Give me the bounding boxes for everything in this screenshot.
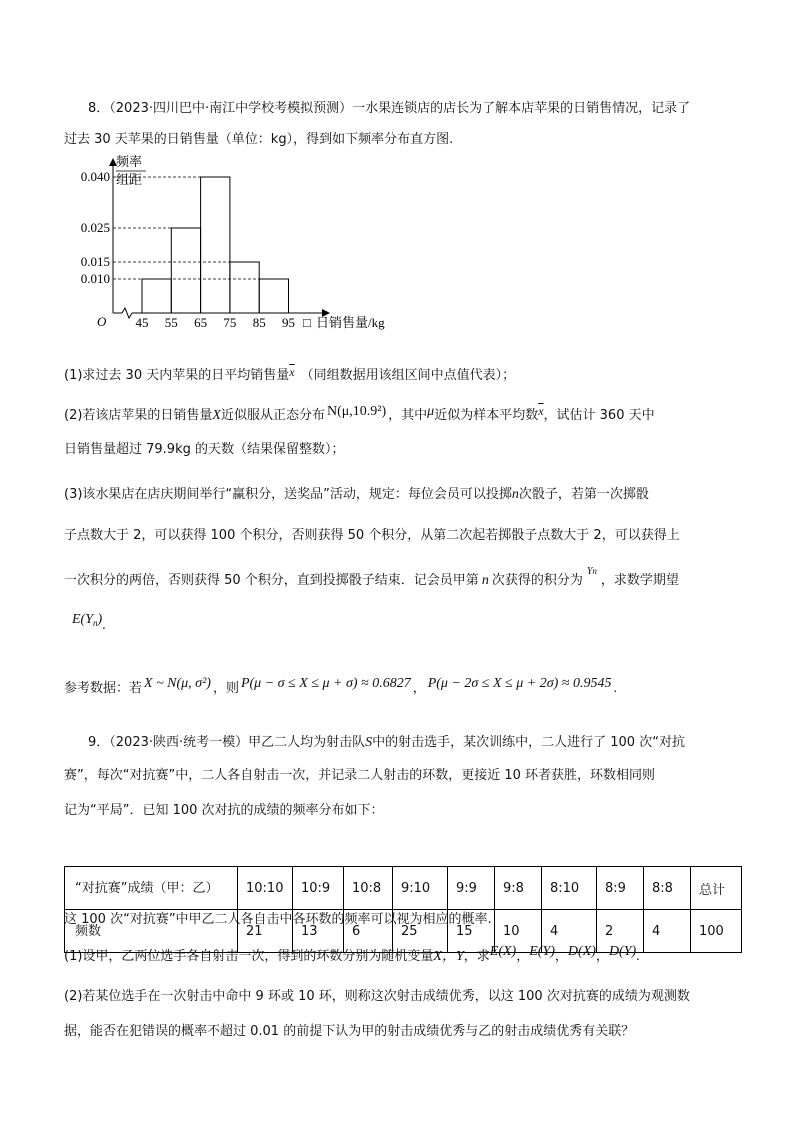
- q8-part1-text: (1)求过去 30 天内苹果的日平均销售量: [64, 368, 290, 383]
- table-cell: 2: [597, 910, 644, 953]
- q8-part3-line2: 子点数大于 2，可以获得 100 个积分，否则获得 50 个积分，从第二次起若掷骰子点数大于 2，可以获得上: [64, 528, 680, 543]
- ref-dist: X ~ N(μ, σ²): [144, 676, 211, 691]
- expectation-E-Yn: [72, 612, 106, 634]
- q8-part2-d: 近似为样本平均数: [434, 408, 539, 423]
- histogram-bar: [259, 279, 288, 313]
- histogram-bar: [201, 177, 230, 313]
- table-cell: 13: [293, 910, 344, 953]
- q8-part1: [64, 364, 515, 383]
- q8-line1: 8．（2023·四川巴中·南江中学校考模拟预测）一水果连锁店的店长为了解本店苹果的日销售情况，记录了: [88, 101, 691, 116]
- table-header-cell: 10:8: [344, 867, 393, 910]
- q8-part2-a: (2)若该店苹果的日销售量: [64, 408, 213, 423]
- table-header-cell: 9:10: [393, 867, 448, 910]
- y-tick-label: 0.040: [80, 169, 110, 184]
- x-tick-label: 55: [164, 315, 178, 330]
- q9-line3: 记为“平局”．已知 100 次对抗的成绩的频率分布如下：: [64, 803, 384, 818]
- q9-part1-b: ，求: [463, 949, 490, 964]
- q9-part1-a: (1)设甲，乙两位选手各自射击一次，得到的环数分别为随机变量: [64, 949, 434, 964]
- table-cell: 6: [344, 910, 393, 953]
- expr-EY: E(Y): [529, 944, 555, 959]
- q8-part3-line1: [64, 483, 649, 503]
- y-label-top: 频率: [116, 154, 143, 169]
- ref-prob-1: P(μ − σ ≤ X ≤ μ + σ) ≈ 0.6827: [240, 676, 411, 691]
- x-tick-label: 85: [252, 315, 266, 330]
- ref-period: .: [613, 681, 617, 696]
- q8-part2-c: ，其中: [388, 408, 428, 423]
- q9-line1-b: 中的射击选手，某次训练中，二人进行了 100 次“对抗: [372, 735, 685, 750]
- x-tick-label: 45: [135, 315, 149, 330]
- q8-part3-text1b: 次骰子，若第一次掷骰: [518, 487, 649, 502]
- table-cell: 10: [495, 910, 542, 953]
- q8-part3-text3b: 次获得的积分为: [491, 573, 583, 588]
- q9-part2-line1: (2)若某位选手在一次射击中命中 9 环或 10 环，则称这次射击成绩优秀，以这 100 次对抗赛的成绩为观测数: [64, 989, 690, 1004]
- var-S: S: [365, 735, 373, 750]
- table-header-label: “对抗赛”成绩（甲：乙）: [65, 867, 238, 910]
- var-X: X: [212, 408, 221, 423]
- y-tick-label: 0.025: [80, 220, 110, 235]
- table-header-cell: 8:10: [542, 867, 597, 910]
- x-tick-label: 75: [223, 315, 237, 330]
- Yn-symbol: [587, 566, 597, 577]
- x-axis-box: □: [303, 315, 311, 330]
- table-cell: 4: [542, 910, 597, 953]
- var-n: n: [511, 487, 519, 502]
- q9-after-table: 这 100 次“对抗赛”中甲乙二人各自击中各环数的频率可以视为相应的概率.: [64, 912, 492, 927]
- q8-line2: 过去 30 天苹果的日销售量（单位：kg），得到如下频率分布直方图.: [64, 132, 454, 147]
- q9-line2: 赛”，每次“对抗赛”中，二人各自射击一次，并记录二人射击的环数，更接近 10 环者获胜，环数相同则: [64, 768, 656, 783]
- table-header-cell: 10:10: [238, 867, 293, 910]
- q8-reference-data: [64, 676, 617, 697]
- q8-part2-b: 近似服从正态分布: [220, 408, 325, 423]
- normal-dist-expression: N(μ,10.9²): [327, 404, 387, 419]
- table-cell: 15: [448, 910, 495, 953]
- table-header-cell: 8:9: [597, 867, 644, 910]
- frequency-histogram: [60, 150, 440, 340]
- ref-text-c: ，则: [212, 681, 239, 696]
- q8-part1-tail: （同组数据用该组区间中点值代表）；: [300, 368, 516, 383]
- table-row: [65, 867, 742, 910]
- ref-prob-2: P(μ − 2σ ≤ X ≤ μ + 2σ) ≈ 0.9545: [427, 676, 612, 691]
- table-header-cell: 9:9: [448, 867, 495, 910]
- ref-text-a: 参考数据：若: [64, 681, 143, 696]
- q9-line1: [88, 731, 685, 751]
- table-header-cell: 9:8: [495, 867, 542, 910]
- y-tick-label: 0.015: [80, 254, 110, 269]
- E-Yn-close: ): [97, 612, 103, 627]
- y-tick-label: 0.010: [80, 271, 110, 286]
- Yn-sub: n: [592, 566, 597, 576]
- x-tick-label: 95: [282, 315, 295, 330]
- q8-part3-line3: [64, 566, 679, 589]
- E-Yn-period: .: [102, 618, 106, 633]
- table-header-cell: 总计: [691, 867, 742, 910]
- var-XY: X，Y: [433, 949, 464, 964]
- q8-part2-e: ，试估计 360 天中: [543, 408, 655, 423]
- sep: ，: [595, 949, 609, 964]
- table-header-cell: 10:9: [293, 867, 344, 910]
- xbar-symbol: $\overline{x}$: [289, 365, 295, 379]
- q8-part3-text1: (3)该水果店在店庆期间举行“赢积分，送奖品”活动，规定：每位会员可以投掷: [64, 487, 512, 502]
- mu-symbol: μ: [427, 404, 435, 419]
- E-Yn-open: E(Y: [72, 612, 93, 627]
- expr-DY: D(Y): [608, 944, 637, 959]
- q8-part2: [64, 404, 655, 424]
- histogram-bar: [230, 262, 259, 313]
- x-axis-label: 日销售量/kg: [316, 315, 385, 330]
- histogram-bar: [171, 228, 200, 313]
- table-cell: 4: [644, 910, 691, 953]
- E-Yn-sub: n: [93, 618, 98, 628]
- Yn-Y: Y: [586, 566, 593, 577]
- sep: ，: [516, 949, 530, 964]
- expr-EX: E(X): [489, 944, 517, 959]
- q8-part3-text3c: ，求数学期望: [600, 573, 679, 588]
- q8-part3-text3: 一次积分的两倍，否则获得 50 个积分，直到投掷骰子结束．记会员甲第: [64, 573, 479, 588]
- sep: ，: [554, 949, 568, 964]
- origin-label: O: [97, 314, 107, 329]
- table-row-label: 频数: [65, 910, 238, 953]
- y-label-bottom: 组距: [116, 172, 143, 187]
- histogram-bar: [142, 279, 171, 313]
- q9-part1: [64, 944, 640, 965]
- x-tick-label: 65: [194, 315, 208, 330]
- xbar-symbol-2: $\overline{x}$: [538, 404, 544, 418]
- period: .: [636, 949, 640, 964]
- table-cell: 21: [238, 910, 293, 953]
- expr-DX: D(X): [567, 944, 596, 959]
- ref-comma: ，: [412, 681, 426, 696]
- q9-line1-a: 9．（2023·陕西·统考一模）甲乙二人均为射击队: [88, 735, 366, 750]
- table-header-cell: 8:8: [644, 867, 691, 910]
- table-cell: 100: [691, 910, 742, 953]
- q9-part2-line2: 据，能否在犯错误的概率不超过 0.01 的前提下认为甲的射击成绩优秀与乙的射击成绩优秀有关联？: [64, 1024, 635, 1039]
- table-cell: 25: [393, 910, 448, 953]
- axis-break-icon: [122, 308, 132, 318]
- q8-part2-line2: 日销售量超过 79.9kg 的天数（结果保留整数）；: [64, 442, 345, 457]
- var-n-2: n: [481, 573, 489, 588]
